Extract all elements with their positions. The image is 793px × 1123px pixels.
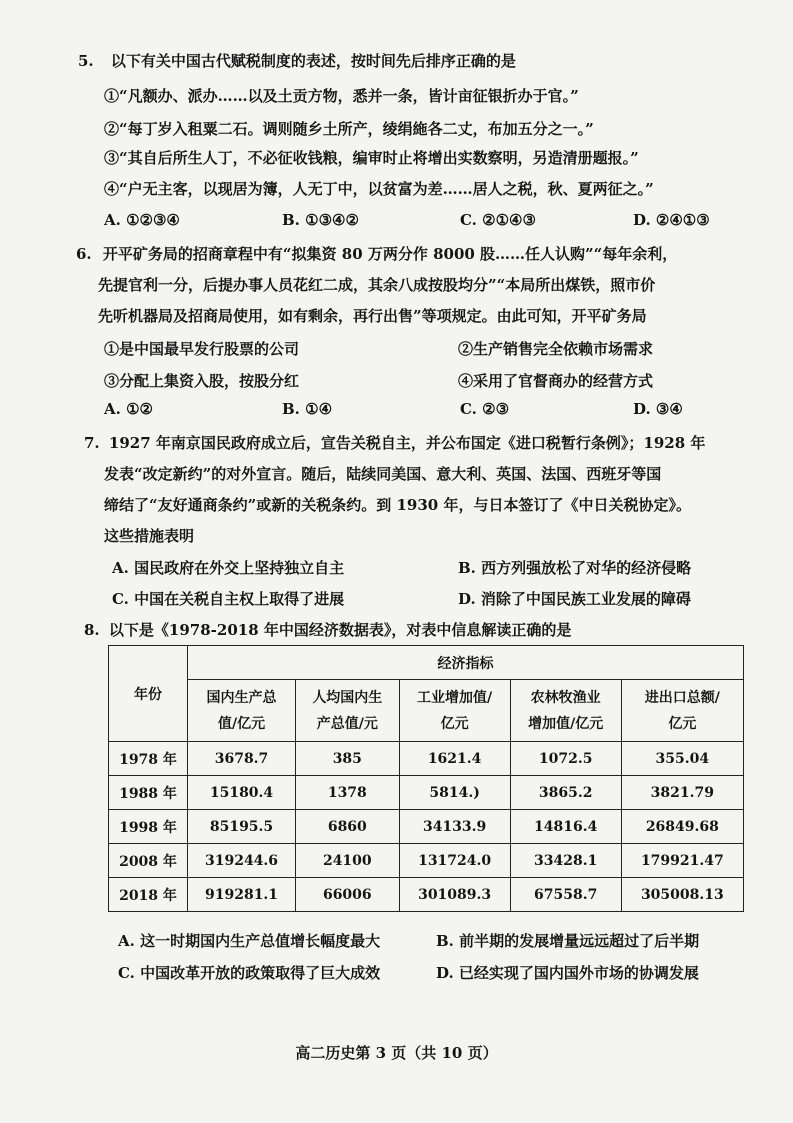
q6-number: 6. <box>76 245 92 263</box>
table-cell: 85195.5 <box>188 810 296 844</box>
table-cell: 385 <box>296 742 400 776</box>
q8-option-b[interactable]: B. 前半期的发展增量远远超过了后半期 <box>436 932 700 950</box>
indicator-group-header: 经济指标 <box>188 646 744 680</box>
q5-option-a[interactable]: A. ①②③④ <box>104 211 180 229</box>
page-footer: 高二历史第 3 页（共 10 页） <box>295 1044 498 1062</box>
table-cell: 319244.6 <box>188 844 296 878</box>
table-cell: 5814.) <box>399 776 510 810</box>
column-header-agriculture: 农林牧渔业 增加值/亿元 <box>510 680 621 742</box>
q7-option-c[interactable]: C. 中国在关税自主权上取得了进展 <box>112 590 345 608</box>
q5-option-c[interactable]: C. ②①④③ <box>460 211 536 229</box>
q7-option-b[interactable]: B. 西方列强放松了对华的经济侵略 <box>458 559 692 577</box>
table-cell: 67558.7 <box>510 878 621 912</box>
table-cell: 1978 年 <box>109 742 188 776</box>
q6-line-1 <box>76 243 677 264</box>
q5-item-1: ①“凡额办、派办……以及土贡方物，悉并一条，皆计亩征银折办于官。” <box>104 87 579 105</box>
column-header-gdp-per-capita: 人均国内生 产总值/元 <box>296 680 400 742</box>
table-row <box>109 742 744 776</box>
column-header-industry: 工业增加值/ 亿元 <box>399 680 510 742</box>
q8-option-c[interactable]: C. 中国改革开放的政策取得了巨大成效 <box>118 964 381 982</box>
q5-item-3: ③“其自后所生人丁，不必征收钱粮，编审时止将增出实数察明，另造清册题报。” <box>104 149 639 167</box>
q6-text-1: 开平矿务局的招商章程中有“拟集资 80 万两分作 8000 股……任人认购”“每年余利， <box>102 245 678 263</box>
q5-number: 5. <box>78 52 94 70</box>
q6-option-c[interactable]: C. ②③ <box>460 400 510 418</box>
table-cell: 1988 年 <box>109 776 188 810</box>
q7-line-2: 发表“改定新约”的对外宣言。随后，陆续同美国、意大利、英国、法国、西班牙等国 <box>104 465 662 483</box>
economic-data-table <box>108 645 744 912</box>
q8-option-a[interactable]: A. 这一时期国内生产总值增长幅度最大 <box>118 932 381 950</box>
table-cell: 355.04 <box>621 742 743 776</box>
q6-option-a[interactable]: A. ①② <box>104 400 153 418</box>
q5-item-2: ②“每丁岁入租粟二石。调则随乡土所产，绫绢絁各二丈，布加五分之一。” <box>104 120 594 138</box>
q7-text-1: 1927 年南京国民政府成立后，宣告关税自主，并公布国定《进口税暂行条例》；1928 年 <box>108 434 706 452</box>
q6-item-2: ②生产销售完全依赖市场需求 <box>458 340 654 358</box>
table-cell: 33428.1 <box>510 844 621 878</box>
table-cell: 66006 <box>296 878 400 912</box>
table-cell: 1998 年 <box>109 810 188 844</box>
q6-item-1: ①是中国最早发行股票的公司 <box>104 340 300 358</box>
table-cell: 3678.7 <box>188 742 296 776</box>
table-cell: 179921.47 <box>621 844 743 878</box>
q7-option-d[interactable]: D. 消除了中国民族工业发展的障碍 <box>458 590 691 608</box>
table-cell: 3821.79 <box>621 776 743 810</box>
table-cell: 15180.4 <box>188 776 296 810</box>
table-row <box>109 878 744 912</box>
table-cell: 6860 <box>296 810 400 844</box>
q8-stem-text: 以下是《1978-2018 年中国经济数据表》，对表中信息解读正确的是 <box>108 621 572 639</box>
table-cell: 301089.3 <box>399 878 510 912</box>
table-row <box>109 776 744 810</box>
q5-item-4: ④“户无主客，以现居为簿，人无丁中，以贫富为差……居人之税，秋、夏两征之。” <box>104 180 654 198</box>
q8-option-d[interactable]: D. 已经实现了国内国外市场的协调发展 <box>436 964 699 982</box>
q6-option-d[interactable]: D. ③④ <box>633 400 683 418</box>
q5-stem-text: 以下有关中国古代赋税制度的表述，按时间先后排序正确的是 <box>110 52 516 70</box>
table-cell: 1378 <box>296 776 400 810</box>
q7-option-a[interactable]: A. 国民政府在外交上坚持独立自主 <box>112 559 345 577</box>
column-header-gdp: 国内生产总 值/亿元 <box>188 680 296 742</box>
q5-stem <box>78 50 516 71</box>
q7-line-3: 缔结了“友好通商条约”或新的关税条约。到 1930 年，与日本签订了《中日关税协定》。 <box>104 496 691 514</box>
table-cell: 24100 <box>296 844 400 878</box>
q5-option-d[interactable]: D. ②④①③ <box>633 211 710 229</box>
table-cell: 26849.68 <box>621 810 743 844</box>
table-row <box>109 844 744 878</box>
table-cell: 2008 年 <box>109 844 188 878</box>
table-cell: 2018 年 <box>109 878 188 912</box>
year-header: 年份 <box>109 646 188 742</box>
q7-line-4: 这些措施表明 <box>104 527 195 545</box>
q6-item-4: ④采用了官督商办的经营方式 <box>458 372 654 390</box>
q8-number: 8. <box>84 621 100 639</box>
table-cell: 3865.2 <box>510 776 621 810</box>
q7-line-1 <box>84 432 705 453</box>
table-cell: 1621.4 <box>399 742 510 776</box>
table-cell: 14816.4 <box>510 810 621 844</box>
table-row <box>109 810 744 844</box>
q6-item-3: ③分配上集资入股，按股分红 <box>104 372 300 390</box>
q6-line-2: 先提官利一分，后提办事人员花红二成，其余八成按股均分”“本局所出煤铁，照市价 <box>98 276 656 294</box>
q6-option-b[interactable]: B. ①④ <box>282 400 333 418</box>
table-cell: 305008.13 <box>621 878 743 912</box>
table-cell: 919281.1 <box>188 878 296 912</box>
q8-stem <box>84 619 571 640</box>
q6-line-3: 先听机器局及招商局使用，如有剩余，再行出售”等项规定。由此可知，开平矿务局 <box>98 307 647 325</box>
table-cell: 1072.5 <box>510 742 621 776</box>
table-cell: 34133.9 <box>399 810 510 844</box>
table-cell: 131724.0 <box>399 844 510 878</box>
q7-number: 7. <box>84 434 100 452</box>
column-header-trade: 进出口总额/ 亿元 <box>621 680 743 742</box>
q5-option-b[interactable]: B. ①③④② <box>282 211 359 229</box>
